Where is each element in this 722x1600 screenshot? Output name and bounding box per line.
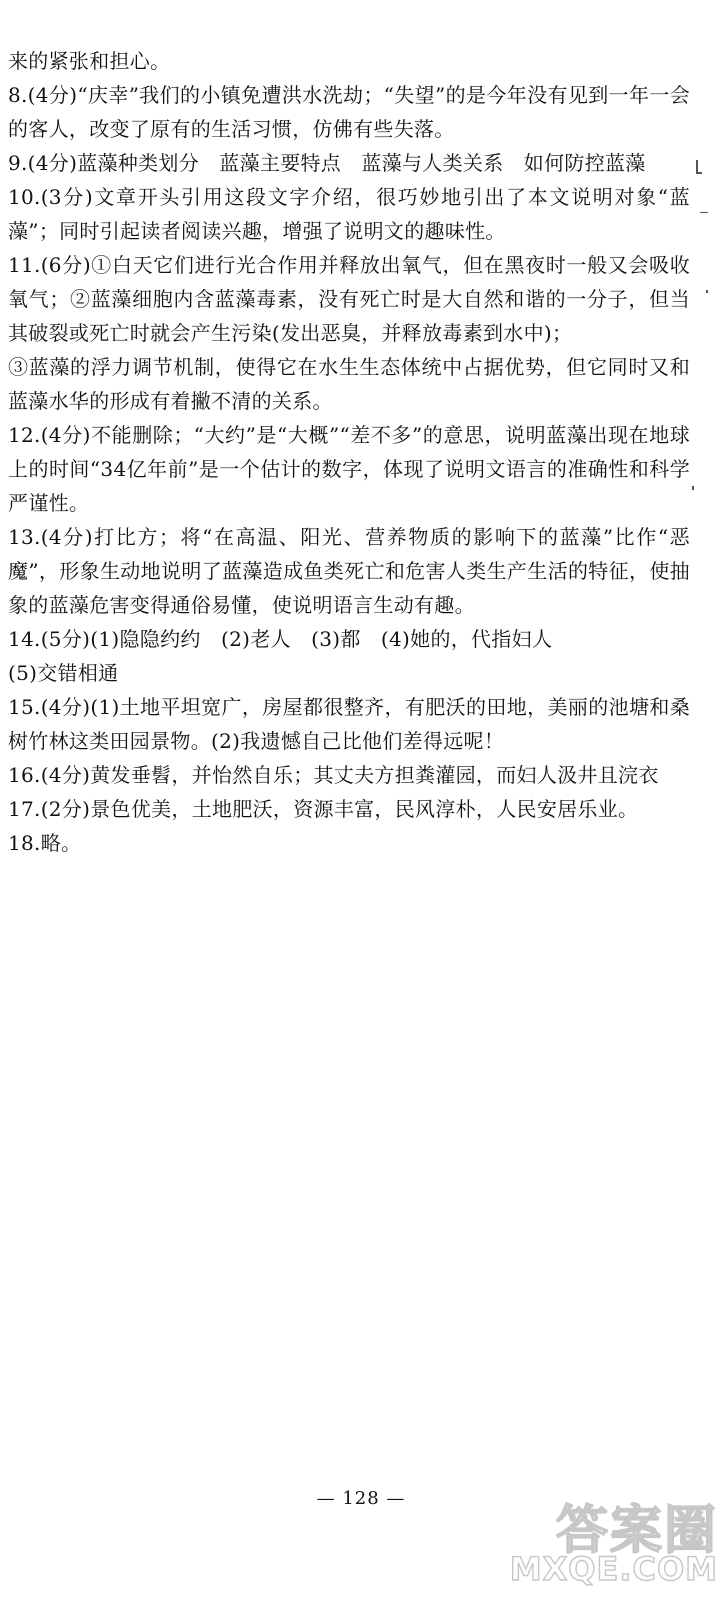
answer-12: 12.(4分)不能删除；“大约”是“大概”“差不多”的意思，说明蓝藻出现在地球上的时间“34亿年前”是一个估计的数字，体现了说明文语言的准确性和科学严谨性。 — [8, 423, 690, 515]
watermark-url-text: MXQE.COM — [509, 1550, 718, 1588]
scan-edge-marks — [682, 0, 722, 1600]
scan-mark — [706, 290, 708, 293]
answer-10: 10.(3分)文章开头引用这段文字介绍，很巧妙地引出了本文说明对象“蓝藻”；同时引起读者阅读兴趣，增强了说明文的趣味性。 — [8, 185, 690, 243]
answer-9: 9.(4分)蓝藻种类划分 蓝藻主要特点 蓝藻与人类关系 如何防控蓝藻 — [8, 151, 646, 175]
answer-16: 16.(4分)黄发垂髫，并怡然自乐；其丈夫方担粪灌园，而妇人汲井且浣衣 — [8, 763, 659, 787]
answer-11-part-3: ③蓝藻的浮力调节机制，使得它在水生生态体统中占据优势，但它同时又和蓝藻水华的形成有着撇不清的关系。 — [8, 355, 690, 413]
answer-14: 14.(5分)(1)隐隐约约 (2)老人 (3)都 (4)她的，代指妇人 — [8, 627, 553, 651]
site-watermark — [508, 1488, 718, 1598]
answer-body — [8, 44, 690, 860]
answer-13: 13.(4分)打比方；将“在高温、阳光、营养物质的影响下的蓝藻”比作“恶魔”，形象生动地说明了蓝藻造成鱼类死亡和危害人类生产生活的特征，使抽象的蓝藻危害变得通俗易懂，使说明语言生动有趣。 — [8, 525, 690, 617]
scan-mark — [696, 172, 702, 174]
answer-8: 8.(4分)“庆幸”我们的小镇免遭洪水洗劫；“失望”的是今年没有见到一年一会的客人，改变了原有的生活习惯，仿佛有些失落。 — [8, 83, 690, 141]
answer-18: 18.略。 — [8, 831, 82, 855]
page-number: — 128 — — [316, 1488, 406, 1509]
scan-mark — [692, 486, 694, 490]
answer-11: 11.(6分)①白天它们进行光合作用并释放出氧气，但在黑夜时一般又会吸收氧气；②蓝藻细胞内含蓝藻毒素，没有死亡时是大自然和谐的一分子，但当其破裂或死亡时就会产生污染(发出恶臭，并释放毒素到水中)； — [8, 253, 690, 345]
answer-17: 17.(2分)景色优美，土地肥沃，资源丰富，民风淳朴，人民安居乐业。 — [8, 797, 639, 821]
answer-line-continuation: 来的紧张和担心。 — [8, 49, 171, 73]
scan-mark — [700, 212, 708, 213]
answer-14-part-5: (5)交错相通 — [8, 661, 119, 685]
watermark-logo-text: 答案圈 — [555, 1501, 718, 1561]
answer-15: 15.(4分)(1)土地平坦宽广，房屋都很整齐，有肥沃的田地，美丽的池塘和桑树竹林这类田园景物。(2)我遗憾自己比他们差得远呢！ — [8, 695, 690, 753]
